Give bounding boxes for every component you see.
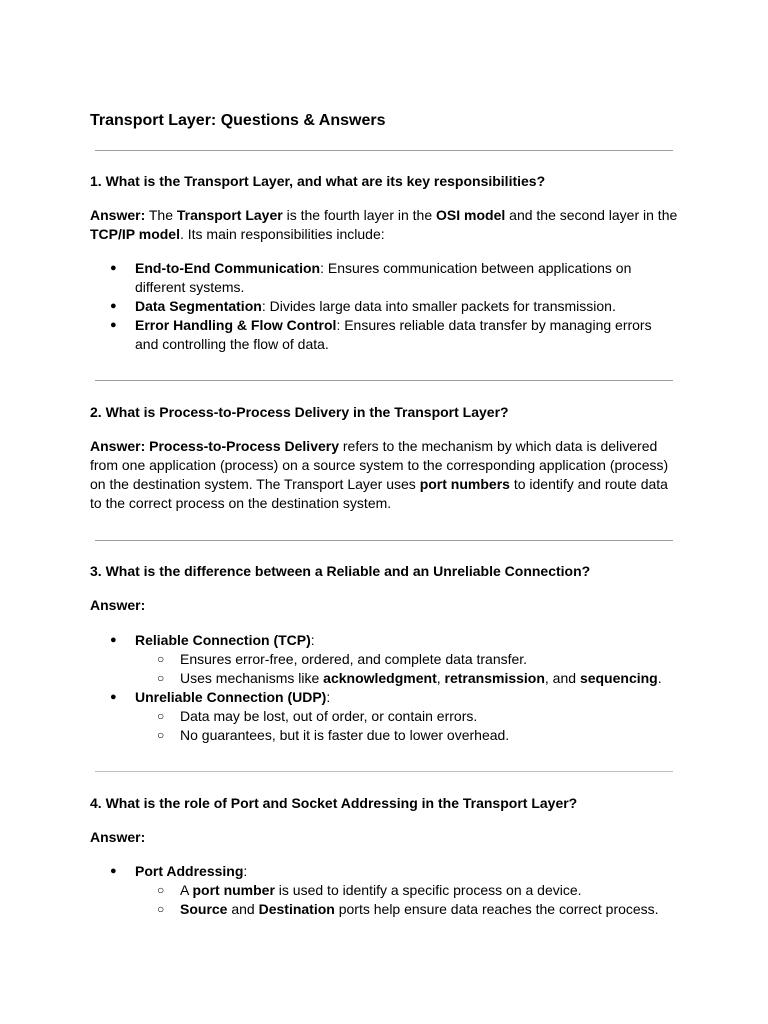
sub-list (135, 650, 678, 688)
item-text: : (326, 689, 331, 705)
divider (95, 771, 673, 772)
item-term: Source (180, 901, 228, 917)
item-term: acknowledgment (323, 670, 437, 686)
sub-list-item (135, 900, 678, 919)
item-text: : (243, 863, 248, 879)
answer-term: port numbers (419, 476, 510, 492)
answer-label: Answer: (90, 207, 146, 223)
question-4: 4. What is the role of Port and Socket Addressing in the Transport Layer? (90, 795, 578, 811)
question-1: 1. What is the Transport Layer, and what are its key responsibilities? (90, 173, 546, 189)
item-term: Unreliable Connection (UDP) (135, 689, 327, 705)
list-item (110, 297, 678, 316)
list-item (110, 316, 678, 354)
page-title: Transport Layer: Questions & Answers (90, 112, 386, 129)
sub-list (135, 881, 678, 919)
item-text: A (180, 882, 193, 898)
answer-label: Answer: (90, 438, 146, 454)
answer-label: Answer: (90, 597, 146, 613)
item-term: Error Handling & Flow Control (135, 317, 337, 333)
item-term: Reliable Connection (TCP) (135, 632, 311, 648)
addressing-list (110, 862, 678, 919)
item-text: : Divides large data into smaller packets for transmission. (261, 298, 616, 314)
sub-list-item (135, 669, 678, 688)
item-term: Data Segmentation (135, 298, 262, 314)
answer-2-paragraph (90, 437, 680, 513)
answer-4-label (90, 828, 678, 847)
sub-list-item: ○ No guarantees, but it is faster due to lower overhead. (135, 726, 678, 745)
divider (95, 540, 673, 541)
divider (95, 380, 673, 381)
list-item (110, 259, 678, 297)
item-text: . (657, 670, 662, 686)
list-item (110, 631, 678, 688)
item-term: End-to-End Communication (135, 260, 321, 276)
connection-types-list (110, 631, 678, 745)
item-text: : (310, 632, 315, 648)
answer-text: and the second layer in the (505, 207, 678, 223)
divider (95, 150, 673, 151)
sub-list (135, 707, 678, 745)
item-text: is used to identify a specific process on a device. (274, 882, 582, 898)
sub-list-item: ○ Data may be lost, out of order, or contain errors. (135, 707, 678, 726)
question-2: 2. What is Process-to-Process Delivery in the Transport Layer? (90, 404, 509, 420)
sub-list-item: ○ Ensures error-free, ordered, and complete data transfer. (135, 650, 678, 669)
answer-term: OSI model (436, 207, 506, 223)
list-item (110, 862, 678, 919)
answer-1-paragraph (90, 206, 678, 244)
answer-term: TCP/IP model (90, 226, 180, 242)
answer-text: to identify and route data to the correct process on the destination system. (90, 476, 668, 511)
responsibilities-list (110, 259, 678, 354)
answer-text: refers to the mechanism by which data is delivered from one application (process) on a source system to the corresponding application (process) on the destination system. The Transport Layer uses (90, 438, 669, 492)
sub-list-item (135, 881, 678, 900)
answer-text: The (148, 207, 177, 223)
item-text: : Ensures reliable data transfer by managing errors and controlling the flow of data. (135, 317, 652, 352)
question-3: 3. What is the difference between a Reliable and an Unreliable Connection? (90, 563, 591, 579)
item-text: , (436, 670, 445, 686)
item-text: Uses mechanisms like (180, 670, 324, 686)
item-term: retransmission (444, 670, 545, 686)
item-text: and (227, 901, 259, 917)
item-term: sequencing (579, 670, 658, 686)
item-text: : Ensures communication between applications on different systems. (135, 260, 632, 295)
answer-text: . Its main responsibilities include: (179, 226, 385, 242)
item-term: port number (192, 882, 275, 898)
item-text: , and (544, 670, 580, 686)
item-term: Port Addressing (135, 863, 244, 879)
list-item (110, 688, 678, 745)
answer-label: Answer: (90, 829, 146, 845)
answer-term: Process-to-Process Delivery (149, 438, 339, 454)
item-text: ports help ensure data reaches the correct process. (334, 901, 659, 917)
answer-text: is the fourth layer in the (282, 207, 437, 223)
answer-3-label (90, 596, 678, 615)
item-term: Destination (258, 901, 335, 917)
answer-term: Transport Layer (176, 207, 283, 223)
